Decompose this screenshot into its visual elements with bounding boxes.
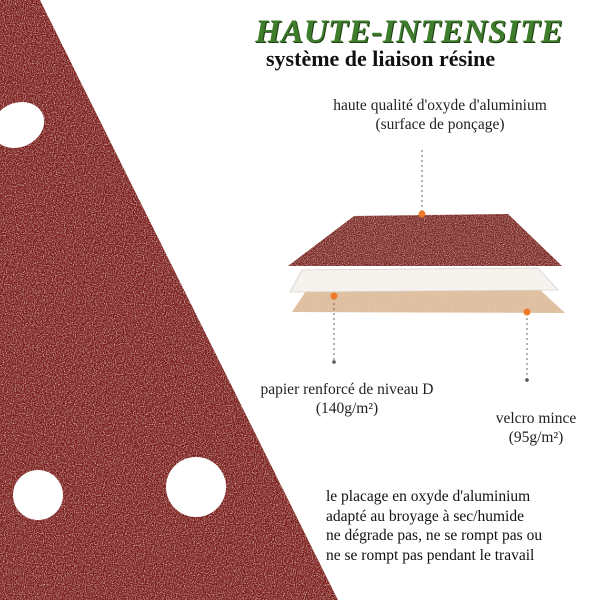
top-marker-dot <box>419 211 426 218</box>
velcro-label-line1: velcro mince <box>495 410 577 427</box>
abrasive-layer <box>288 214 562 266</box>
description-line: le placage en oxyde d'aluminium <box>326 488 531 505</box>
paper-label-line2: (140g/m²) <box>315 400 379 417</box>
page-subtitle: système de liaison résine <box>266 46 496 71</box>
abrasive-label-line1: haute qualité d'oxyde d'aluminium <box>333 97 547 114</box>
paper-layer <box>290 268 558 292</box>
velcro-layer-label <box>472 409 600 447</box>
velcro-label-line2: (95g/m²) <box>508 429 564 446</box>
paper-marker-dot <box>331 293 338 300</box>
layer-diagram <box>280 140 580 400</box>
dust-hole <box>13 470 63 520</box>
description-line: ne dégrade pas, ne se rompt pas ou <box>326 527 543 544</box>
paper-label-line1: papier renforcé de niveau D <box>260 381 434 398</box>
paper-leader-end <box>332 360 336 364</box>
abrasive-label-line2: (surface de ponçage) <box>375 116 505 133</box>
page-title: HAUTE-INTENSITE <box>255 14 564 50</box>
velcro-leader-end <box>525 378 529 382</box>
dust-hole <box>166 457 226 517</box>
paper-layer-label <box>232 380 462 418</box>
velcro-marker-dot <box>524 309 531 316</box>
description-line: ne se rompt pas pendant le travail <box>326 546 535 564</box>
abrasive-layer-label <box>300 96 580 134</box>
description-line: adapté au broyage à sec/humide <box>326 507 524 525</box>
description-text <box>326 487 600 565</box>
